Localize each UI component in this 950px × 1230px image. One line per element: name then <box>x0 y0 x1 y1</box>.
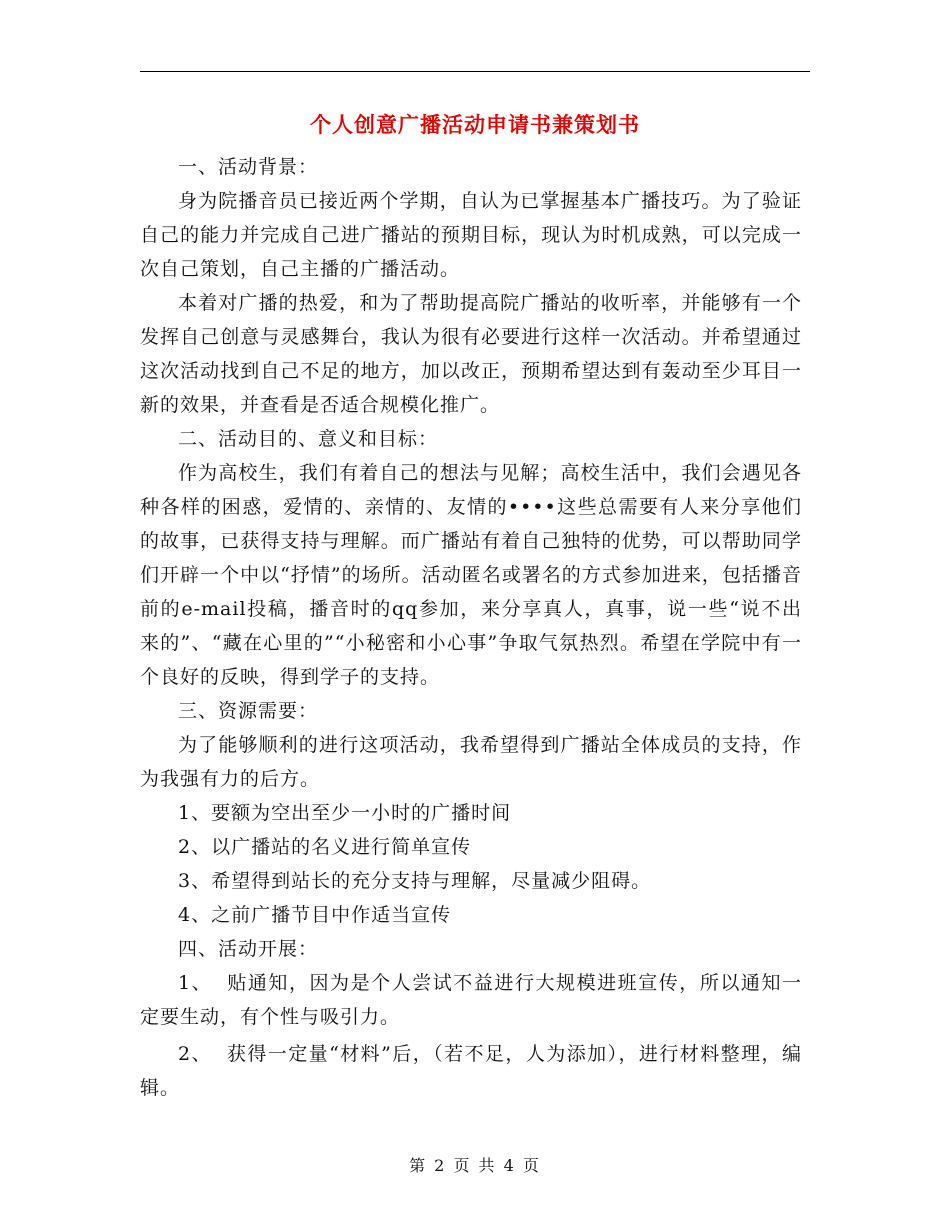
paragraph: 作为高校生，我们有着自己的想法与见解；高校生活中，我们会遇见各种各样的困惑，爱情的、亲情的、友情的••••这些总需要有人来分享他们的故事，已获得支持与理解。而广播站有着自己独特的优势，可以帮助同学们开辟一个中以“抒情”的场所。活动匿名或署名的方式参加进来，包括播音前的e-mail投稿，播音时的qq参加，来分享真人，真事，说一些“说不出来的”、“藏在心里的”“小秘密和小心事”争取气氛热烈。希望在学院中有一个良好的反映，得到学子的支持。 <box>140 462 802 688</box>
list-item: 1、要额为空出至少一小时的广播时间 <box>178 802 512 824</box>
page-number-footer: 第 2 页 共 4 页 <box>409 1156 541 1175</box>
paragraph: 本着对广播的热爱，和为了帮助提高院广播站的收听率，并能够有一个发挥自己创意与灵感舞台，我认为很有必要进行这样一次活动。并希望通过这次活动找到自己不足的地方，加以改正，预期希望达到有轰动至少耳目一新的效果，并查看是否适合规模化推广。 <box>140 292 802 416</box>
header-rule <box>140 71 810 72</box>
document-body <box>140 150 802 1105</box>
section-heading-resources: 三、资源需要： <box>178 700 319 722</box>
section-heading-activities: 四、活动开展： <box>178 938 319 960</box>
list-item: 1、 贴通知，因为是个人尝试不益进行大规模进班宣传，所以通知一定要生动，有个性与吸引力。 <box>140 972 802 1028</box>
list-item: 2、 获得一定量“材料”后，（若不足，人为添加），进行材料整理，编辑。 <box>140 1043 802 1099</box>
section-heading-background: 一、活动背景： <box>178 156 319 178</box>
document-title: 个人创意广播活动申请书兼策划书 <box>310 112 640 137</box>
paragraph: 为了能够顺利的进行这项活动，我希望得到广播站全体成员的支持，作为我强有力的后方。 <box>140 734 802 790</box>
list-item: 2、以广播站的名义进行简单宣传 <box>178 836 472 858</box>
list-item: 3、希望得到站长的充分支持与理解，尽量减少阻碍。 <box>178 870 652 892</box>
section-heading-goals: 二、活动目的、意义和目标： <box>178 428 439 450</box>
list-item: 4、之前广播节目中作适当宣传 <box>178 904 452 926</box>
paragraph: 身为院播音员已接近两个学期，自认为已掌握基本广播技巧。为了验证自己的能力并完成自己进广播站的预期目标，现认为时机成熟，可以完成一次自己策划，自己主播的广播活动。 <box>140 190 802 280</box>
